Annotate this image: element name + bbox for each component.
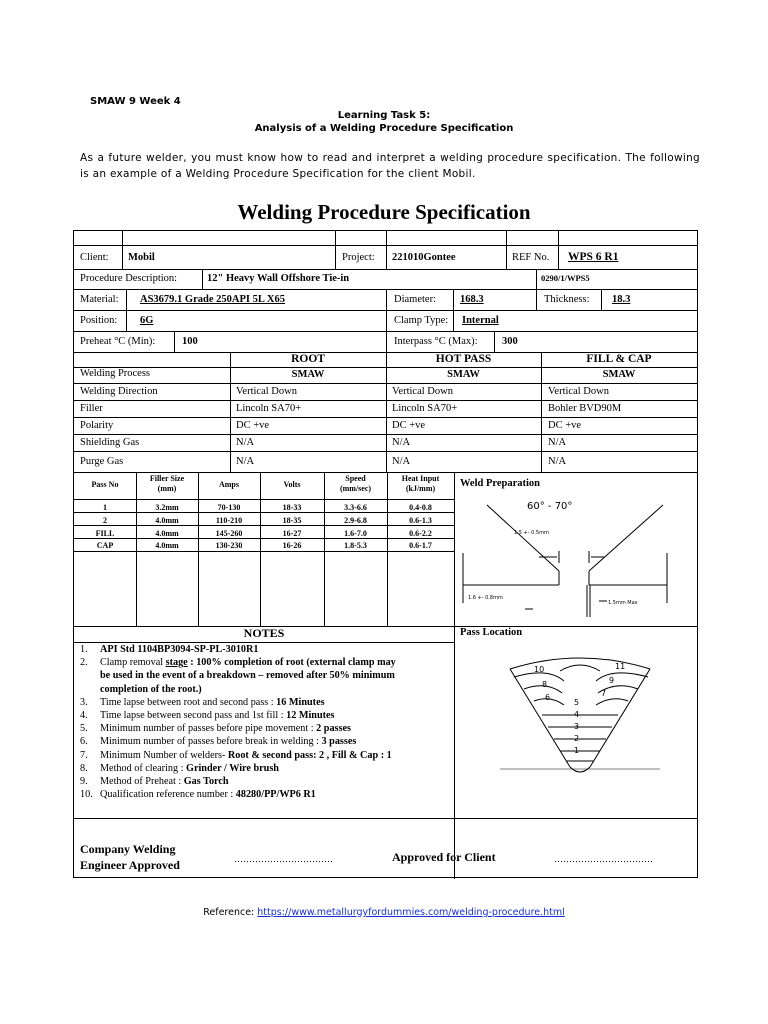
diameter-label: Diameter: (394, 294, 436, 305)
param-label: Shielding Gas (80, 437, 140, 448)
pass-number: 10 (534, 665, 545, 674)
note-text: completion of the root.) (100, 683, 202, 695)
pass-location-title: Pass Location (460, 627, 523, 638)
pass-cell: 3.2mm (155, 503, 179, 512)
pass-cell: 1 (103, 503, 107, 512)
note-line (80, 696, 452, 709)
note-number: 7. (80, 749, 88, 761)
param-fill: N/A (548, 456, 567, 467)
param-root: N/A (236, 456, 255, 467)
pass-cell: 16-27 (282, 529, 302, 538)
pass-cell: FILL (95, 529, 115, 538)
col-root: ROOT (291, 353, 325, 365)
weld-prep-gap: 1.5 +- 0.5mm (514, 530, 549, 536)
material-value: AS3679.1 Grade 250API 5L X65 (140, 294, 285, 305)
param-fill: SMAW (602, 369, 636, 380)
pass-location-diagram (500, 651, 670, 783)
note-text: Minimum Number of welders- (100, 749, 228, 761)
param-label: Filler (80, 403, 103, 414)
clamp-label: Clamp Type: (394, 315, 449, 326)
pass-cell: 2 (103, 516, 107, 525)
param-hot: N/A (392, 456, 411, 467)
task-title: Learning Task 5: (337, 110, 431, 121)
note-text: be used in the event of a breakdown – removed after 50% minimum (100, 670, 395, 682)
interpass-value: 300 (502, 336, 518, 347)
note-text: 3 passes (321, 736, 357, 748)
note-text: API Std 1104BP3094-SP-PL-3010R1 (100, 644, 259, 655)
procedure-label: Procedure Description: (80, 273, 178, 284)
note-text: 12 Minutes (286, 710, 335, 722)
param-fill: Vertical Down (548, 386, 609, 397)
note-number: 4. (80, 710, 88, 722)
note-number: 10. (80, 789, 93, 801)
notes-list (80, 643, 452, 801)
note-line (80, 749, 452, 762)
pass-header: Filler Size (mm) (149, 474, 185, 493)
note-line (80, 735, 452, 748)
pass-cell: CAP (96, 541, 114, 550)
param-hot: N/A (392, 437, 411, 448)
param-fill: DC +ve (548, 420, 582, 431)
pass-cell: 70-130 (217, 503, 241, 512)
preheat-label: Preheat °C (Min): (80, 336, 156, 347)
engineer-approved-line2: Engineer Approved (80, 858, 180, 872)
note-text: 2 passes (316, 723, 351, 735)
note-line (80, 775, 452, 788)
reference (0, 907, 768, 918)
pass-number: 9 (609, 676, 615, 685)
approved-for-client: Approved for Client (392, 850, 496, 864)
task-subtitle: Analysis of a Welding Procedure Specification (254, 123, 514, 134)
pass-header: Heat Input (kJ/mm) (401, 474, 440, 493)
project-value: 221010Gontee (392, 252, 456, 263)
param-root: Vertical Down (236, 386, 297, 397)
col-hot-pass: HOT PASS (435, 353, 492, 365)
client-label: Client: (80, 252, 109, 263)
position-label: Position: (80, 315, 118, 326)
pass-cell: 130-230 (215, 541, 243, 550)
param-root: N/A (236, 437, 255, 448)
note-line (80, 788, 452, 801)
pass-cell: 1.6-7.0 (344, 529, 367, 538)
ref-sub: 0290/1/WPS5 (541, 273, 590, 283)
note-number: 9. (80, 776, 88, 788)
procedure-value: 12" Heavy Wall Offshore Tie-in (207, 273, 350, 284)
note-line (80, 683, 452, 696)
note-line (80, 722, 452, 735)
client-value: Mobil (128, 252, 155, 263)
note-text: 48280/PP/WP6 R1 (235, 789, 316, 801)
col-fill-cap: FILL & CAP (586, 353, 652, 365)
pass-header: Amps (218, 480, 239, 489)
note-text: Method of Preheat : (100, 776, 184, 788)
pass-number: 2 (574, 734, 580, 743)
param-root: Lincoln SA70+ (236, 403, 302, 414)
pass-cell: 1.8-5.3 (344, 541, 367, 550)
pass-cell: 18-35 (282, 516, 302, 525)
note-text: Time lapse between root and second pass : (100, 696, 277, 708)
pass-cell: 4.0mm (155, 529, 179, 538)
param-root: SMAW (291, 369, 325, 380)
note-number: 2. (80, 657, 88, 669)
reference-label: Reference: (203, 907, 258, 918)
param-hot: Lincoln SA70+ (392, 403, 458, 414)
note-text: Qualification reference number : (100, 789, 236, 801)
ref-value: WPS 6 R1 (568, 251, 619, 263)
preheat-value: 100 (182, 336, 198, 347)
note-number: 5. (80, 723, 88, 735)
note-number: 3. (80, 696, 88, 708)
pass-number: 8 (542, 680, 548, 689)
project-label: Project: (342, 252, 375, 263)
material-label: Material: (80, 294, 119, 305)
param-label: Polarity (80, 420, 114, 431)
pass-number: 4 (574, 710, 580, 719)
param-label: Welding Process (80, 368, 151, 379)
param-hot: DC +ve (392, 420, 426, 431)
note-text: Root & second pass: 2 , Fill & Cap : 1 (227, 749, 392, 761)
reference-link[interactable]: https://www.metallurgyfordummies.com/welding-procedure.html (257, 907, 565, 918)
param-hot: Vertical Down (392, 386, 453, 397)
note-line (80, 762, 452, 775)
wps-title: Welding Procedure Specification (237, 200, 531, 224)
note-text: : 100% completion of root (external clamp may (187, 657, 396, 669)
note-line (80, 643, 452, 656)
interpass-label: Interpass °C (Max): (394, 336, 478, 347)
weld-prep-diagram (455, 493, 697, 625)
pass-cell: 0.6-2.2 (409, 529, 432, 538)
pass-cell: 110-210 (215, 516, 243, 525)
pass-cell: 16-26 (282, 541, 302, 550)
note-text: Gas Torch (183, 776, 229, 788)
clamp-value: Internal (462, 315, 499, 326)
thickness-label: Thickness: (544, 294, 590, 305)
pass-cell: 0.6-1.7 (409, 541, 432, 550)
weld-prep-angle: 60° - 70° (527, 501, 573, 512)
pass-header: Pass No (91, 480, 119, 489)
param-label: Welding Direction (80, 386, 158, 397)
note-line (80, 709, 452, 722)
pass-number: 11 (615, 662, 626, 671)
param-root: DC +ve (236, 420, 270, 431)
note-text: Clamp removal (100, 657, 166, 669)
pass-number: 1 (574, 746, 580, 755)
param-hot: SMAW (447, 369, 480, 380)
weld-prep-title: Weld Preparation (460, 478, 541, 489)
wps-form (73, 230, 698, 878)
note-text: Method of clearing : (100, 762, 187, 774)
pass-cell: 4.0mm (155, 516, 179, 525)
note-text: Time lapse between second pass and 1st fill : (100, 710, 287, 722)
note-line (80, 656, 452, 669)
course-label: SMAW 9 Week 4 (90, 96, 181, 107)
param-fill: N/A (548, 437, 567, 448)
param-label: Purge Gas (80, 456, 124, 467)
pass-cell: 0.4-0.8 (409, 503, 432, 512)
pass-number: 5 (574, 698, 580, 707)
pass-cell: 0.6-1.3 (409, 516, 432, 525)
client-signature-line: …………………………… (554, 854, 653, 864)
note-text: 16 Minutes (276, 696, 325, 708)
pass-cell: 2.9-6.8 (344, 516, 367, 525)
engineer-approved-line1: Company Welding (80, 842, 176, 856)
param-fill: Bohler BVD90M (548, 403, 622, 414)
diameter-value: 168.3 (460, 294, 484, 305)
note-text: Minimum number of passes before break in welding : (100, 736, 322, 748)
weld-prep-max: 1.5mm Max (608, 600, 638, 606)
note-text: Minimum number of passes before pipe movement : (100, 723, 317, 735)
note-number: 6. (80, 736, 88, 748)
pass-number: 7 (601, 689, 607, 698)
note-number: 1. (80, 644, 88, 655)
notes-title: NOTES (243, 626, 285, 640)
pass-number: 3 (574, 722, 580, 731)
note-line (80, 669, 452, 682)
pass-header: Volts (283, 480, 301, 489)
intro-paragraph: As a future welder, you must know how to read and interpret a welding procedure specification. The following is an example of a Welding Procedure Specification for the client Mobil. (80, 152, 700, 180)
note-number: 8. (80, 762, 88, 774)
pass-cell: 145-260 (215, 529, 243, 538)
thickness-value: 18.3 (612, 294, 631, 305)
note-text: stage (165, 657, 188, 669)
pass-cell: 4.0mm (155, 541, 179, 550)
pass-cell: 3.3-6.6 (344, 503, 367, 512)
ref-label: REF No. (512, 252, 550, 263)
position-value: 6G (140, 315, 154, 326)
pass-number: 6 (545, 693, 551, 702)
pass-header: Speed (mm/sec) (339, 474, 372, 493)
pass-cell: 18-33 (282, 503, 302, 512)
engineer-signature-line: …………………………… (234, 854, 333, 864)
note-text: Grinder / Wire brush (186, 762, 279, 774)
weld-prep-land: 1.6 +- 0.8mm (468, 595, 503, 601)
